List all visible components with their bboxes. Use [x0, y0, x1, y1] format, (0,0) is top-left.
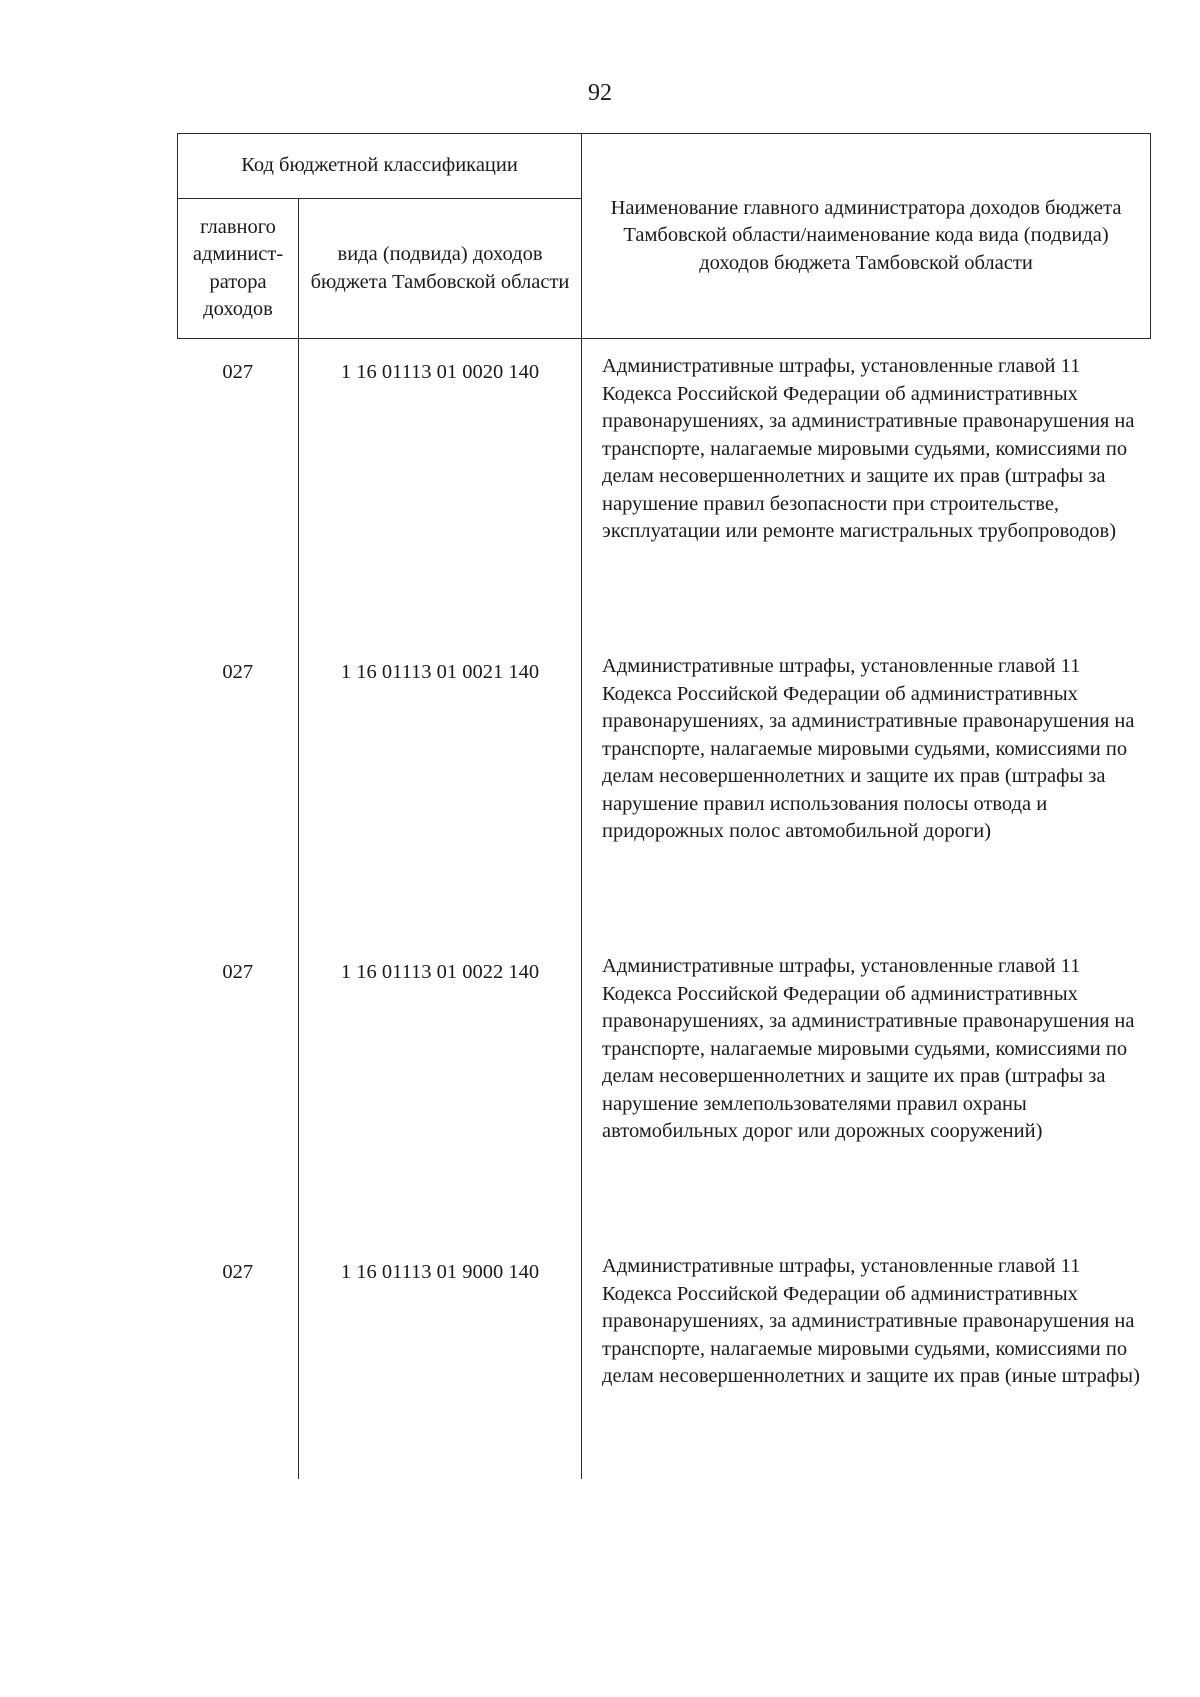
cell-admin-code: 027 [222, 361, 254, 383]
cell-income-code: 1 16 01113 01 0020 140 [299, 339, 582, 640]
table-row [178, 939, 1151, 1239]
table-row [178, 1239, 1151, 1479]
cell-admin-code: 027 [222, 1261, 254, 1283]
cell-description: Административные штрафы, установленные главой 11 Кодекса Российской Федерации об административных правонарушениях, за административные правонарушения на транспорте, налагаемые мировыми судьями, комиссиями по делам несовершеннолетних и защите их прав (иные штрафы) [582, 1239, 1151, 1479]
cell-admin-code: 027 [222, 661, 254, 683]
table-body [178, 339, 1151, 1480]
header-administrator-name: Наименование главного администратора доходов бюджета Тамбовской области/наименование кода вида (подвида) доходов бюджета Тамбовской области [582, 134, 1151, 339]
cell-income-code: 1 16 01113 01 9000 140 [299, 1239, 582, 1479]
cell-admin-code: 027 [222, 961, 254, 983]
cell-description: Административные штрафы, установленные главой 11 Кодекса Российской Федерации об административных правонарушениях, за административные правонарушения на транспорте, налагаемые мировыми судьями, комиссиями по делам несовершеннолетних и защите их прав (штрафы за нарушение правил безопасности при строительстве, эксплуатации или ремонте магистральных трубопроводов) [582, 339, 1151, 640]
cell-income-code: 1 16 01113 01 0021 140 [299, 639, 582, 939]
cell-income-code: 1 16 01113 01 0022 140 [299, 939, 582, 1239]
table-row [178, 339, 1151, 640]
page-number: 92 [588, 80, 612, 106]
header-budget-code-group: Код бюджетной классификации [178, 134, 582, 199]
budget-classification-table [177, 133, 1151, 1479]
header-chief-administrator: главного админист-ратора доходов [178, 199, 299, 339]
header-income-type: вида (подвида) доходов бюджета Тамбовской области [299, 199, 582, 339]
cell-description: Административные штрафы, установленные главой 11 Кодекса Российской Федерации об административных правонарушениях, за административные правонарушения на транспорте, налагаемые мировыми судьями, комиссиями по делам несовершеннолетних и защите их прав (штрафы за нарушение правил использования полосы отвода и придорожных полос автомобильной дороги) [582, 639, 1151, 939]
table-header [178, 134, 1151, 339]
table-row [178, 639, 1151, 939]
cell-description: Административные штрафы, установленные главой 11 Кодекса Российской Федерации об административных правонарушениях, за административные правонарушения на транспорте, налагаемые мировыми судьями, комиссиями по делам несовершеннолетних и защите их прав (штрафы за нарушение землепользователями правил охраны автомобильных дорог или дорожных сооружений) [582, 939, 1151, 1239]
